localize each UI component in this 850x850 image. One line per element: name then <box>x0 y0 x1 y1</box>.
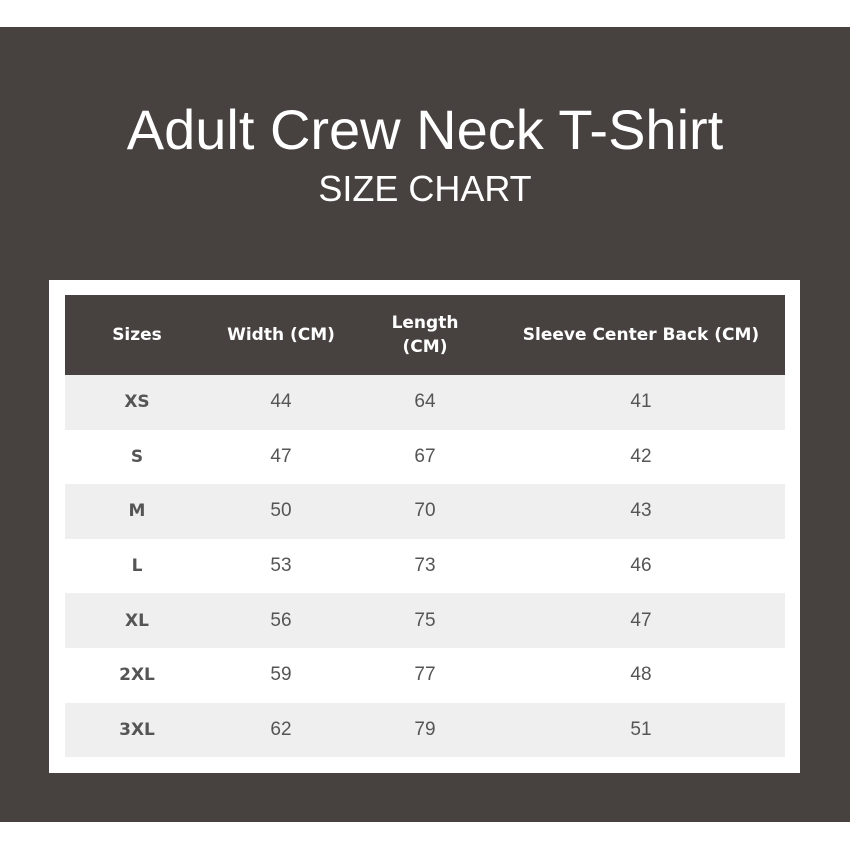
sleeve-cell: 51 <box>497 703 785 758</box>
length-cell: 70 <box>353 484 497 539</box>
sleeve-cell: 48 <box>497 648 785 703</box>
header-length <box>353 295 497 375</box>
sleeve-cell: 46 <box>497 539 785 594</box>
size-cell: 2XL <box>65 648 209 703</box>
size-cell: 3XL <box>65 703 209 758</box>
length-cell: 73 <box>353 539 497 594</box>
size-cell: S <box>65 430 209 485</box>
table-header-row <box>65 295 785 375</box>
length-cell: 67 <box>353 430 497 485</box>
sleeve-cell: 41 <box>497 375 785 430</box>
table-row <box>65 430 785 485</box>
table-row <box>65 484 785 539</box>
width-cell: 53 <box>209 539 353 594</box>
header-sizes: Sizes <box>65 295 209 375</box>
size-cell: XS <box>65 375 209 430</box>
size-chart-table <box>65 295 785 757</box>
width-cell: 56 <box>209 593 353 648</box>
table-row <box>65 375 785 430</box>
size-cell: L <box>65 539 209 594</box>
sleeve-cell: 47 <box>497 593 785 648</box>
page-subtitle: SIZE CHART <box>318 168 532 209</box>
table-row <box>65 648 785 703</box>
length-cell: 77 <box>353 648 497 703</box>
header-length-label: Length (CM) <box>391 313 459 357</box>
page-title: Adult Crew Neck T-Shirt <box>126 98 724 161</box>
header-sleeve: Sleeve Center Back (CM) <box>497 295 785 375</box>
size-cell: M <box>65 484 209 539</box>
length-cell: 79 <box>353 703 497 758</box>
width-cell: 47 <box>209 430 353 485</box>
table-row <box>65 703 785 758</box>
table-row <box>65 539 785 594</box>
width-cell: 62 <box>209 703 353 758</box>
width-cell: 44 <box>209 375 353 430</box>
width-cell: 59 <box>209 648 353 703</box>
length-cell: 64 <box>353 375 497 430</box>
sleeve-cell: 43 <box>497 484 785 539</box>
length-cell: 75 <box>353 593 497 648</box>
width-cell: 50 <box>209 484 353 539</box>
sleeve-cell: 42 <box>497 430 785 485</box>
size-cell: XL <box>65 593 209 648</box>
table-row <box>65 593 785 648</box>
header-width: Width (CM) <box>209 295 353 375</box>
